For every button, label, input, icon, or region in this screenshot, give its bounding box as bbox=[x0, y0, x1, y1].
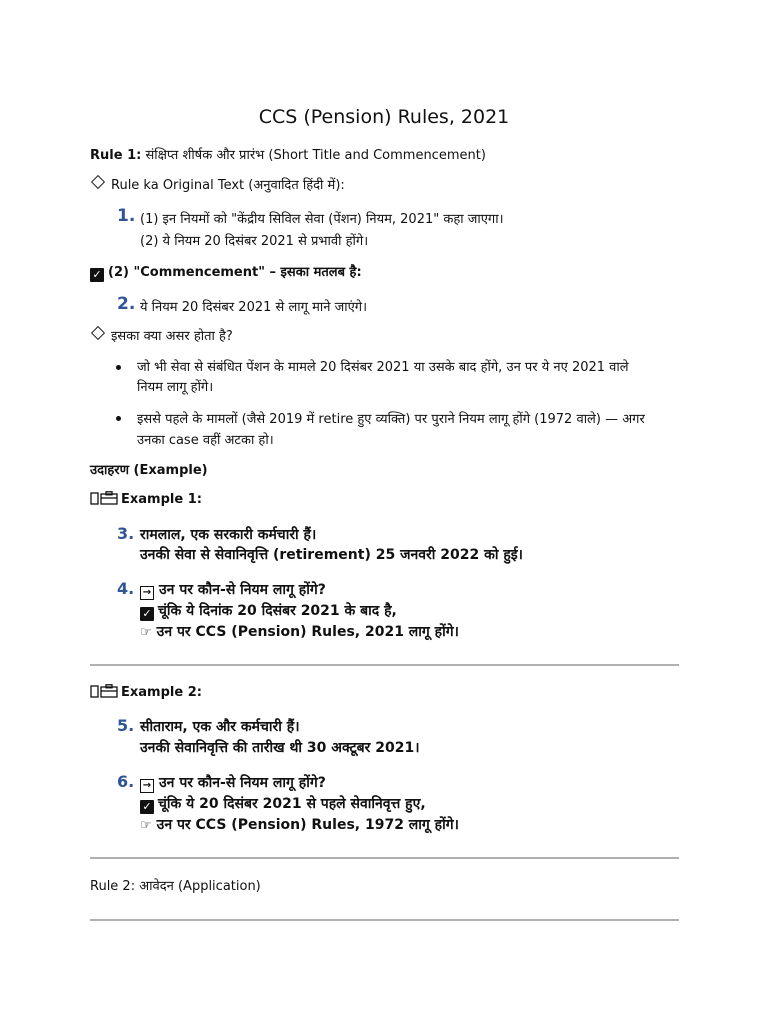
commencement-heading-label: (2) "Commencement" – इसका मतलब है: bbox=[108, 265, 362, 280]
rule1-label: Rule 1: bbox=[90, 148, 142, 163]
bullet-2-line1: इससे पहले के मामलों (जैसे 2019 में retire हुए व्यक्ति) पर पुराने नियम लागू होंगे (1972 वाले) — अगर bbox=[137, 412, 645, 427]
original-text-heading bbox=[90, 175, 345, 193]
example-heading: उदाहरण (Example) bbox=[90, 463, 208, 478]
item6-line2 bbox=[140, 794, 426, 814]
rule2-heading: Rule 2: आवेदन (Application) bbox=[90, 879, 261, 894]
section-divider bbox=[90, 664, 679, 666]
item1-line2: (2) ये नियम 20 दिसंबर 2021 से प्रभावी होंगे। bbox=[140, 234, 369, 249]
example1-label: Example 1: bbox=[121, 492, 202, 507]
list-number-1: 1. bbox=[117, 206, 136, 226]
item1-line1: (1) इन नियमों को "केंद्रीय सिविल सेवा (पेंशन) नियम, 2021" कहा जाएगा। bbox=[140, 212, 504, 227]
arrow-right-box-icon: → bbox=[140, 779, 154, 793]
check-icon: ✓ bbox=[140, 607, 154, 621]
item6-line2-text: चूंकि ये 20 दिसंबर 2021 से पहले सेवानिवृत्त हुए, bbox=[158, 796, 426, 812]
section-divider bbox=[90, 857, 679, 859]
bullet-2-line2: उनका case वहीं अटका हो। bbox=[137, 433, 274, 448]
effect-heading bbox=[90, 326, 233, 344]
bullet-dot bbox=[116, 365, 121, 370]
item3-line2: उनकी सेवा से सेवानिवृत्ति (retirement) 25 जनवरी 2022 को हुई। bbox=[140, 547, 523, 563]
commencement-heading bbox=[90, 262, 362, 282]
bullet-1-line1: जो भी सेवा से संबंधित पेंशन के मामले 20 दिसंबर 2021 या उसके बाद होंगे, उन पर ये नए 2021 वाले bbox=[137, 360, 629, 375]
page-title: CCS (Pension) Rules, 2021 bbox=[258, 106, 510, 128]
list-number-6: 6. bbox=[117, 772, 135, 791]
item6-line3 bbox=[140, 815, 459, 834]
example1-heading bbox=[90, 491, 202, 509]
item6-line1-text: उन पर कौन-से नियम लागू होंगे? bbox=[159, 775, 326, 791]
check-icon: ✓ bbox=[140, 800, 154, 814]
diamond-icon bbox=[91, 175, 105, 189]
pointing-hand-icon: ☞ bbox=[140, 818, 152, 833]
effect-heading-label: इसका क्या असर होता है? bbox=[111, 329, 233, 344]
list-number-2: 2. bbox=[117, 294, 136, 314]
original-text-heading-label: Rule ka Original Text (अनुवादित हिंदी में): bbox=[111, 178, 345, 193]
briefcase-icon bbox=[90, 491, 118, 509]
item4-line1 bbox=[140, 580, 326, 600]
item6-line1 bbox=[140, 773, 326, 793]
item4-line3 bbox=[140, 622, 459, 641]
item5-line2: उनकी सेवानिवृत्ति की तारीख थी 30 अक्टूबर 2021। bbox=[140, 740, 420, 756]
bullet-dot bbox=[116, 416, 121, 421]
item6-line3-text: उन पर CCS (Pension) Rules, 1972 लागू होंगे। bbox=[156, 817, 459, 833]
diamond-icon bbox=[91, 326, 105, 340]
example2-label: Example 2: bbox=[121, 685, 202, 700]
list-number-5: 5. bbox=[117, 716, 135, 735]
check-icon: ✓ bbox=[90, 268, 104, 282]
bullet-1-line2: नियम लागू होंगे। bbox=[137, 380, 214, 395]
item4-line1-text: उन पर कौन-से नियम लागू होंगे? bbox=[159, 582, 326, 598]
arrow-right-box-icon: → bbox=[140, 586, 154, 600]
briefcase-icon bbox=[90, 684, 118, 702]
pointing-hand-icon: ☞ bbox=[140, 625, 152, 640]
item3-line1: रामलाल, एक सरकारी कर्मचारी हैं। bbox=[140, 527, 317, 543]
item5-line1: सीताराम, एक और कर्मचारी हैं। bbox=[140, 719, 300, 735]
item4-line3-text: उन पर CCS (Pension) Rules, 2021 लागू होंगे। bbox=[156, 624, 459, 640]
rule1-text: संक्षिप्त शीर्षक और प्रारंभ (Short Title and Commencement) bbox=[145, 148, 486, 163]
list-number-3: 3. bbox=[117, 524, 135, 543]
item2-text: ये नियम 20 दिसंबर 2021 से लागू माने जाएंगे। bbox=[140, 300, 368, 315]
section-divider bbox=[90, 919, 679, 921]
list-number-4: 4. bbox=[117, 579, 135, 598]
rule1-line bbox=[90, 145, 486, 163]
example2-heading bbox=[90, 684, 202, 702]
item4-line2-text: चूंकि ये दिनांक 20 दिसंबर 2021 के बाद है, bbox=[158, 603, 397, 619]
item4-line2 bbox=[140, 601, 397, 621]
